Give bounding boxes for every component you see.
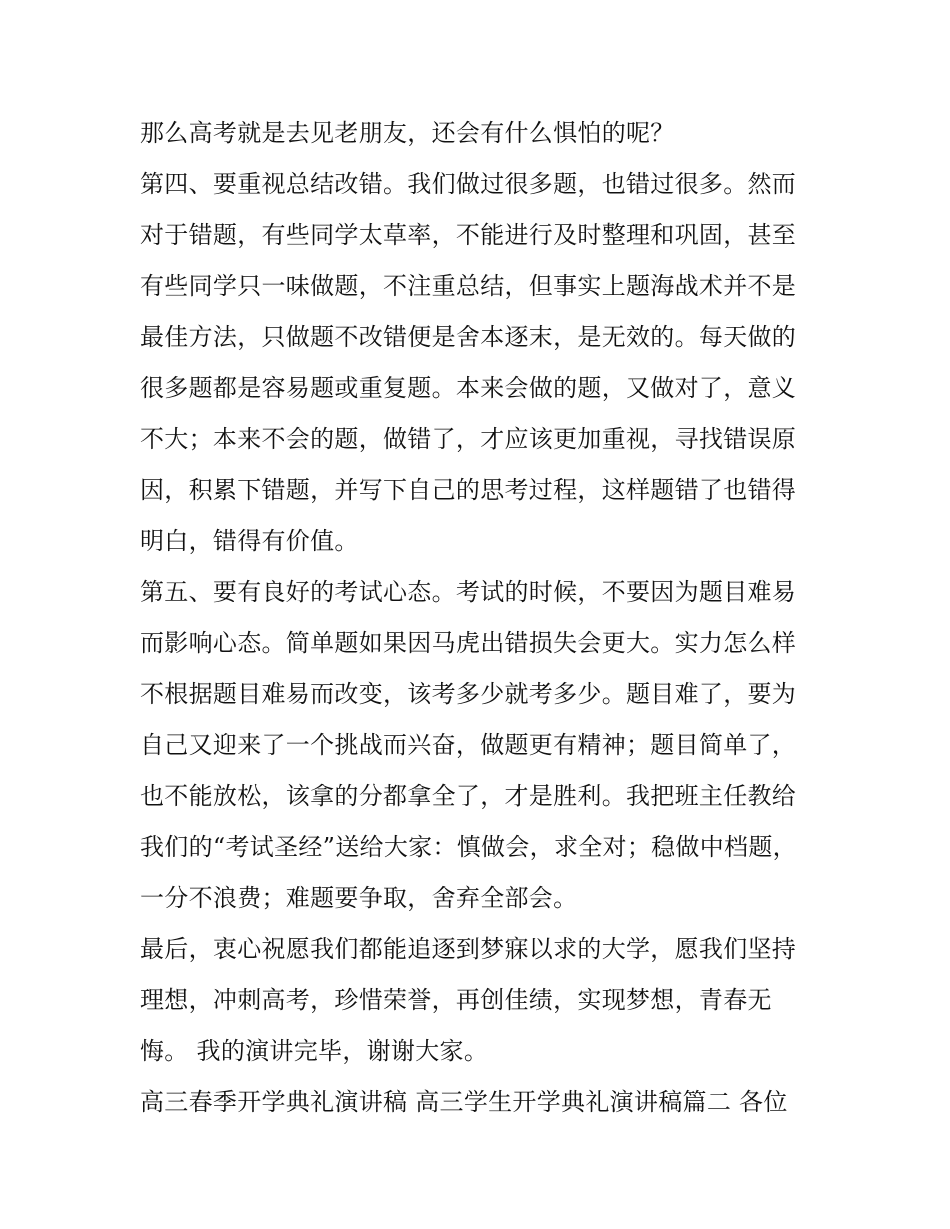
text-line: 最佳方法，只做题不改错便是舍本逐末，是无效的。每天做的 [140,323,797,351]
text-line: 一分不浪费；难题要争取，舍弃全部会。 [140,884,578,912]
text-line: 有些同学只一味做题，不注重总结，但事实上题海战术并不是 [140,272,797,300]
text-line: 不大；本来不会的题，做错了，才应该更加重视，寻找错误原 [140,425,797,453]
text-line: 因，积累下错题，并写下自己的思考过程，这样题错了也错得 [140,476,797,504]
text-line: 第四、要重视总结改错。我们做过很多题，也错过很多。然而 [140,170,797,198]
text-line: 不根据题目难易而改变，该考多少就考多少。题目难了，要为 [140,680,797,708]
text-line: 最后，衷心祝愿我们都能追逐到梦寐以求的大学，愿我们坚持 [140,935,797,963]
text-line: 而影响心态。简单题如果因马虎出错损失会更大。实力怎么样 [140,629,797,657]
text-line: 理想，冲刺高考，珍惜荣誉，再创佳绩，实现梦想，青春无 [140,986,772,1014]
text-line: 高三春季开学典礼演讲稿 高三学生开学典礼演讲稿篇二 各位 [140,1088,788,1116]
text-line: 悔。 我的演讲完毕，谢谢大家。 [140,1037,489,1065]
text-line: 那么高考就是去见老朋友，还会有什么惧怕的呢？ [140,119,675,147]
document-body [140,108,820,1128]
text-line: 对于错题，有些同学太草率，不能进行及时整理和巩固，甚至 [140,221,797,249]
text-line: 也不能放松，该拿的分都拿全了，才是胜利。我把班主任教给 [140,782,797,810]
text-line: 明白，错得有价值。 [140,527,359,555]
text-line: 第五、要有良好的考试心态。考试的时候，不要因为题目难易 [140,578,797,606]
text-line: 我们的“考试圣经”送给大家：慎做会，求全对；稳做中档题， [140,833,797,861]
text-line: 很多题都是容易题或重复题。本来会做的题，又做对了，意义 [140,374,797,402]
text-line: 自己又迎来了一个挑战而兴奋，做题更有精神；题目简单了， [140,731,797,759]
